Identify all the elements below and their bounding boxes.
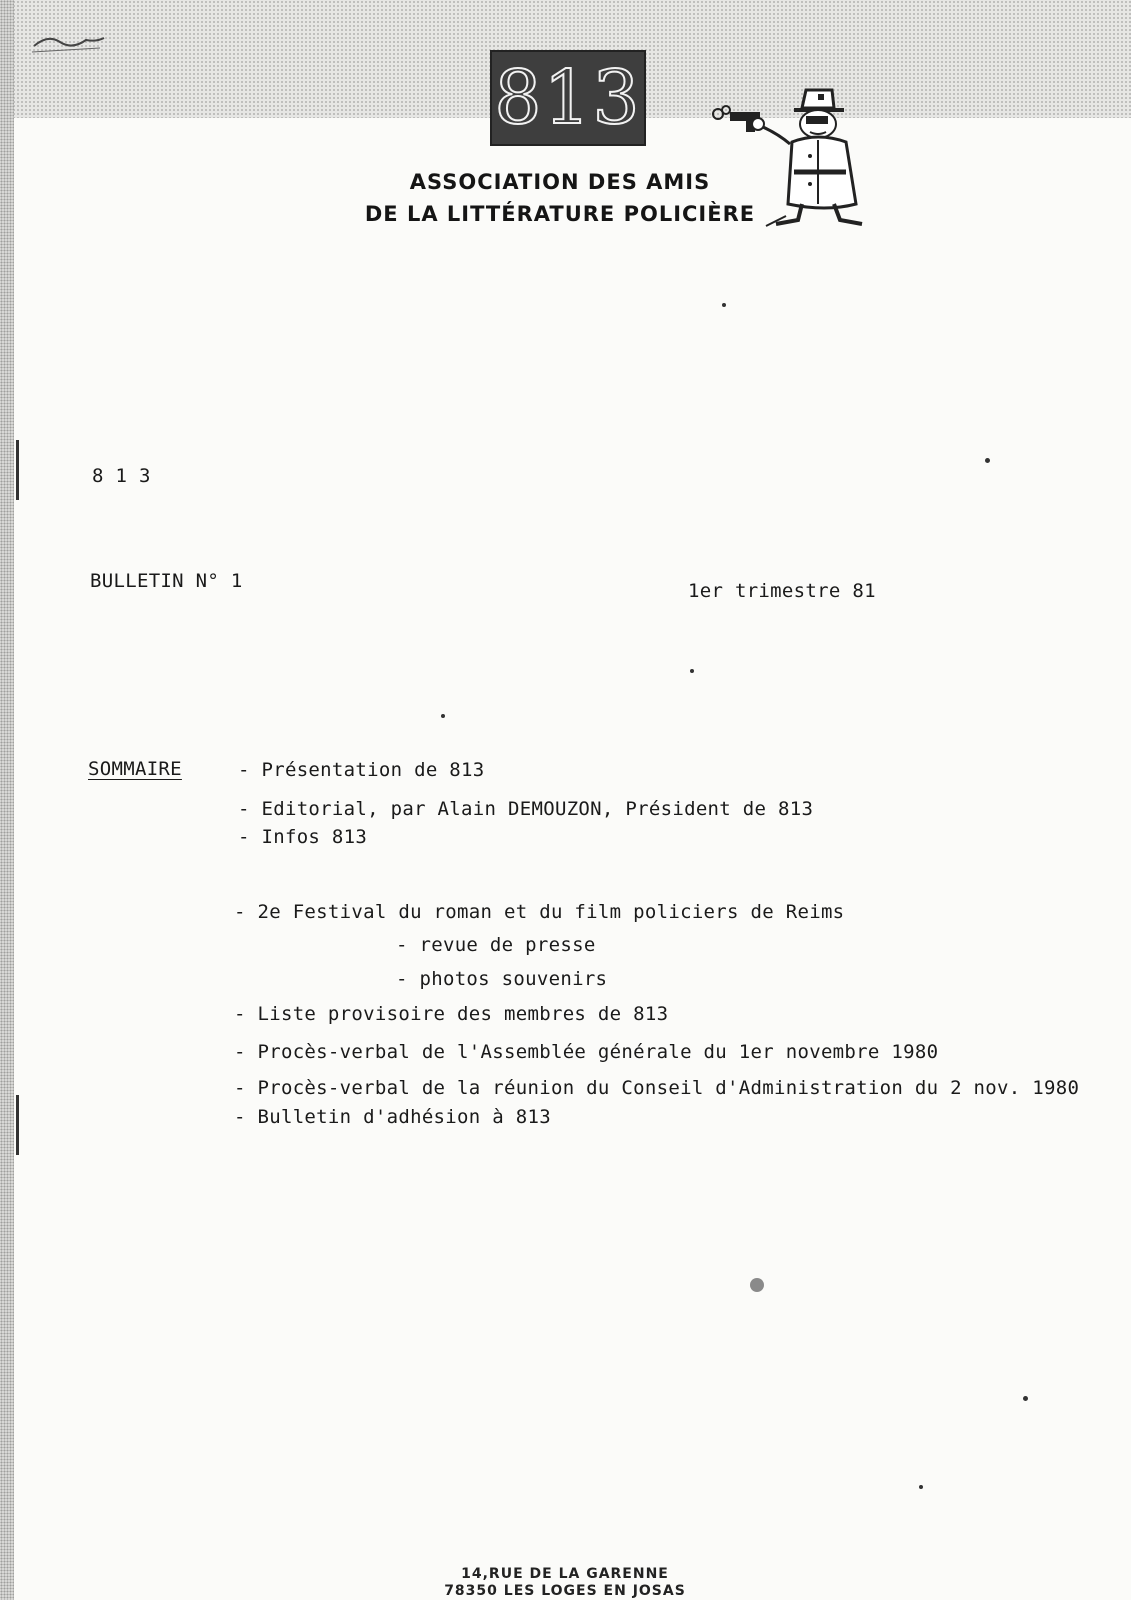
scan-speck xyxy=(919,1485,923,1489)
association-name-line2: DE LA LITTÉRATURE POLICIÈRE xyxy=(364,202,756,226)
bulletin-period: 1er trimestre 81 xyxy=(688,580,876,602)
sommaire-item: - Bulletin d'adhésion à 813 xyxy=(234,1106,551,1128)
scan-speck xyxy=(690,669,694,673)
scan-speck xyxy=(441,714,445,718)
binder-mark-bottom xyxy=(16,1095,19,1155)
scan-speck xyxy=(722,303,726,307)
sommaire-item: - Editorial, par Alain DEMOUZON, Président de 813 xyxy=(238,798,814,820)
scan-speck xyxy=(985,458,990,463)
binder-mark-top xyxy=(16,440,19,500)
halftone-left-edge xyxy=(0,0,14,1600)
sommaire-heading: SOMMAIRE xyxy=(88,758,182,780)
scan-speck xyxy=(1023,1396,1028,1401)
sommaire-item: - Présentation de 813 xyxy=(238,759,485,781)
detective-cartoon-icon xyxy=(706,84,876,234)
sommaire-item: - Liste provisoire des membres de 813 xyxy=(234,1003,669,1025)
footer-address-line1: 14,RUE DE LA GARENNE xyxy=(461,1566,669,1582)
footer-address-line2: 78350 LES LOGES EN JOSAS xyxy=(444,1583,686,1599)
bulletin-code: 8 1 3 xyxy=(92,465,151,487)
logo-813 xyxy=(490,50,646,146)
scan-speck xyxy=(750,1278,764,1292)
bulletin-title: BULLETIN N° 1 xyxy=(90,570,243,592)
association-name-line1: ASSOCIATION DES AMIS xyxy=(409,170,711,194)
logo-text: 813 xyxy=(494,55,642,141)
sommaire-item: - Procès-verbal de la réunion du Conseil d'Administration du 2 nov. 1980 xyxy=(234,1077,1080,1099)
sommaire-subitem: - photos souvenirs xyxy=(396,968,608,990)
sommaire-subitem: - revue de presse xyxy=(396,934,596,956)
pen-scribble-icon xyxy=(30,28,110,58)
sommaire-item: - 2e Festival du roman et du film policiers de Reims xyxy=(234,901,845,923)
sommaire-item: - Procès-verbal de l'Assemblée générale du 1er novembre 1980 xyxy=(234,1041,939,1063)
sommaire-item: - Infos 813 xyxy=(238,826,368,848)
